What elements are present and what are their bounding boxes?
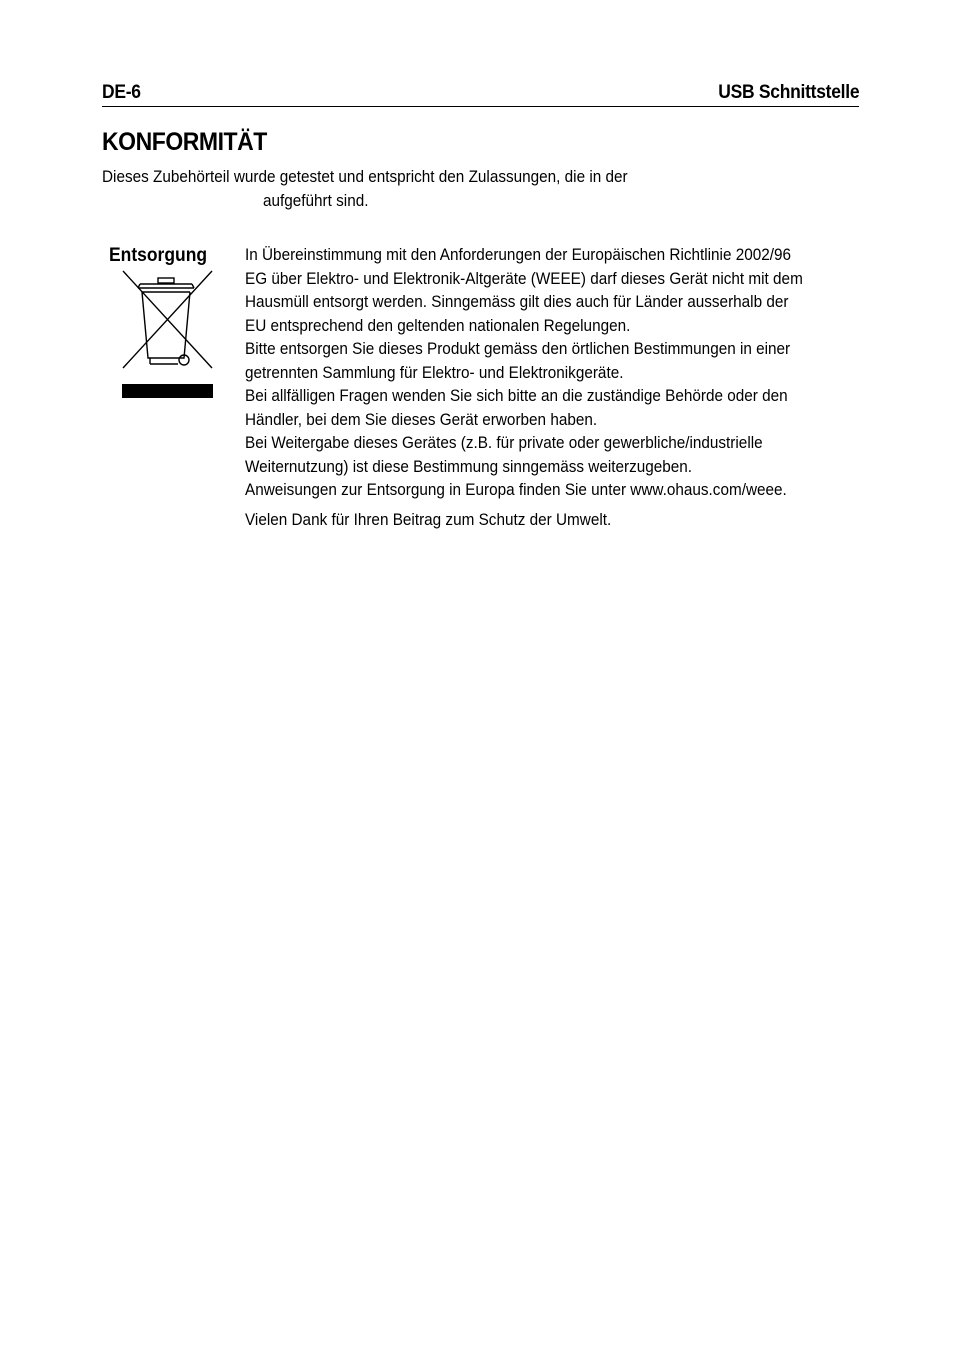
crossed-out-wheelie-bin-icon — [120, 268, 216, 400]
disposal-text — [245, 243, 857, 502]
disposal-text-line: Bei Weitergabe dieses Gerätes (z.B. für private oder gewerbliche/industrielle — [245, 433, 763, 452]
page-number: DE-6 — [102, 82, 141, 103]
disposal-label: Entsorgung — [109, 245, 208, 266]
disposal-text-line: Anweisungen zur Entsorgung in Europa finden Sie unter www.ohaus.com/weee. — [245, 480, 787, 499]
disposal-text-line: Händler, bei dem Sie dieses Gerät erworben haben. — [245, 409, 598, 429]
intro-text-line-1: Dieses Zubehörteil wurde getestet und entspricht den Zulassungen, die in der — [102, 167, 628, 186]
page-header — [102, 82, 859, 107]
document-title: USB Schnittstelle — [717, 82, 859, 103]
disposal-text-line: Bei allfälligen Fragen wenden Sie sich bitte an die zuständige Behörde oder den — [245, 386, 788, 405]
thanks-text: Vielen Dank für Ihren Beitrag zum Schutz der Umwelt. — [245, 510, 612, 529]
disposal-text-line: EG über Elektro- und Elektronik-Altgeräte (WEEE) darf dieses Gerät nicht mit dem — [245, 268, 803, 288]
disposal-text-line: In Übereinstimmung mit den Anforderungen der Europäischen Richtlinie 2002/96 — [245, 245, 792, 264]
disposal-text-line: EU entsprechend den geltenden nationalen Regelungen. — [245, 315, 631, 335]
disposal-text-line: getrennten Sammlung für Elektro- und Elektronikgeräte. — [245, 362, 624, 382]
disposal-text-line: Hausmüll entsorgt werden. Sinngemäss gilt dies auch für Länder ausserhalb der — [245, 292, 789, 311]
disposal-text-line: Weiternutzung) ist diese Bestimmung sinngemäss weiterzugeben. — [245, 456, 693, 476]
intro-text-line-2: aufgeführt sind. — [263, 191, 369, 210]
disposal-text-line: Bitte entsorgen Sie dieses Produkt gemäss den örtlichen Bestimmungen in einer — [245, 339, 791, 358]
section-title: KONFORMITÄT — [102, 128, 267, 156]
